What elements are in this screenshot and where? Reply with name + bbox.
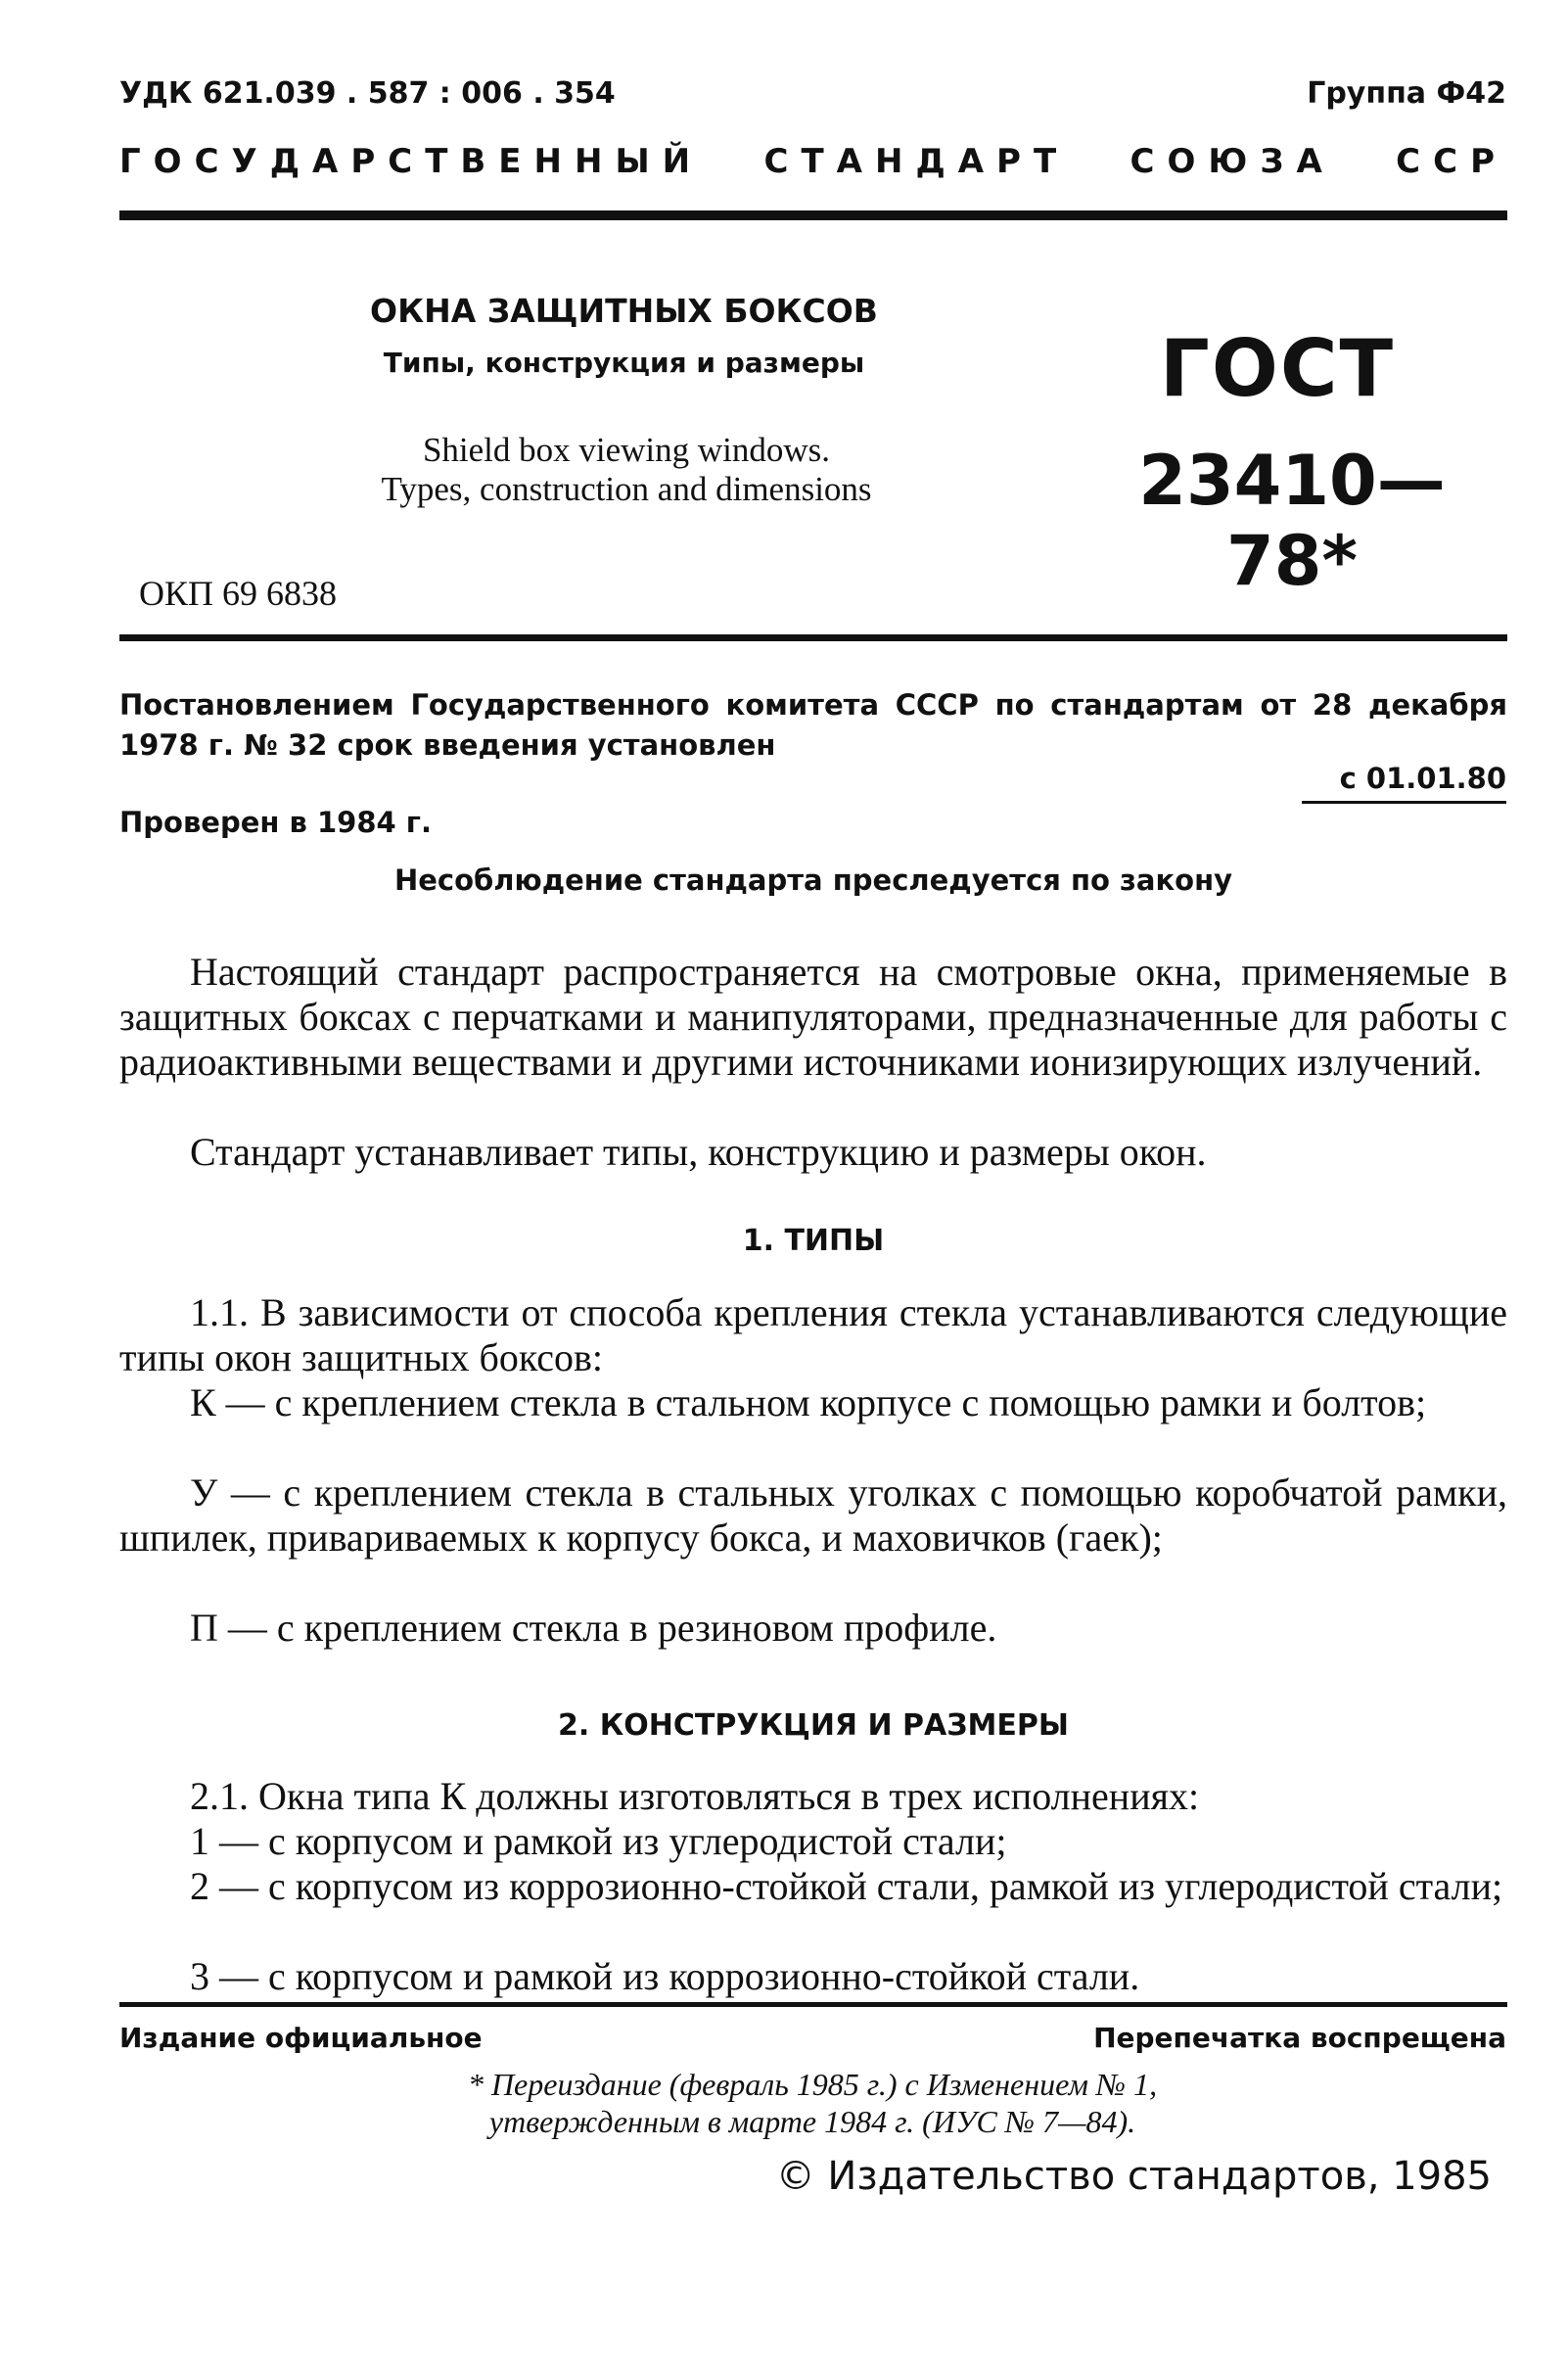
state-standard-header <box>119 142 1507 181</box>
header-word: ССР <box>1396 142 1507 181</box>
section-heading: 2. КОНСТРУКЦИЯ И РАЗМЕРЫ <box>558 1708 1069 1743</box>
header-divider <box>119 210 1507 220</box>
intro-paragraph: Настоящий стандарт распространяется на смотровые окна, применяемые в защитных боксах с перчатками и манипуляторами, предназначенные для работы с радиоактивными веществами и другими источниками ионизирующих излучений. <box>119 950 1507 1084</box>
type-u-item: У — с креплением стекла в стальных уголках с помощью коробчатой рамки, шпилек, привариваемых к корпусу бокса, и маховичков (гаек); <box>119 1470 1507 1560</box>
header-word: СОЮЗА <box>1130 142 1335 181</box>
variant-item: 1 — с корпусом и рамкой из углеродистой стали; <box>190 1819 1007 1863</box>
variant-item: 2 — с корпусом из коррозионно-стойкой стали, рамкой из углеродистой стали; <box>190 1864 1503 1908</box>
effective-date: с 01.01.80 <box>1339 762 1506 795</box>
title-en <box>294 431 959 509</box>
section-heading: 1. ТИПЫ <box>742 1224 885 1258</box>
group-code: Группа Ф42 <box>1307 76 1506 111</box>
checked-note: Проверен в 1984 г. <box>119 806 432 839</box>
footer-divider <box>119 2002 1507 2007</box>
reprint-notice: Перепечатка воспрещена <box>1093 2022 1506 2054</box>
resolution-text: Постановлением Государственного комитета СССР по стандартам от 28 декабря 1978 г. № 32 срок введения установлен <box>119 688 1507 762</box>
header-word: СТАНДАРТ <box>763 142 1070 181</box>
title-en-line: Shield box viewing windows. <box>422 431 831 469</box>
gost-number: 23410—78* <box>1138 441 1446 601</box>
edition-label: Издание официальное <box>119 2022 483 2054</box>
type-p-item: П — с креплением стекла в резиновом профиле. <box>190 1606 997 1650</box>
title-divider <box>119 634 1507 641</box>
okp-code: ОКП 69 6838 <box>139 574 338 613</box>
subtitle-ru: Типы, конструкция и размеры <box>383 347 865 379</box>
legal-warning: Несоблюдение стандарта преследуется по закону <box>393 863 1233 897</box>
clause-paragraph: 1.1. В зависимости от способа крепления стекла устанавливаются следующие типы окон защитных боксов: <box>119 1290 1507 1379</box>
intro-paragraph: Стандарт устанавливает типы, конструкцию и размеры окон. <box>190 1130 1207 1174</box>
udk-code: УДК 621.039 . 587 : 006 . 354 <box>119 76 616 111</box>
title-en-line: Types, construction and dimensions <box>381 470 872 508</box>
footnote-line: * Переиздание (февраль 1985 г.) с Изменением № 1, <box>467 2067 1158 2102</box>
title-ru: ОКНА ЗАЩИТНЫХ БОКСОВ <box>370 292 878 330</box>
copyright-notice: © Издательство стандартов, 1985 <box>775 2154 1492 2199</box>
gost-label: ГОСТ <box>1159 323 1396 414</box>
clause-paragraph: 2.1. Окна типа К должны изготовляться в трех исполнениях: <box>190 1774 1200 1818</box>
variant-item: 3 — с корпусом и рамкой из коррозионно-стойкой стали. <box>190 1954 1140 1998</box>
footnote <box>323 2066 1302 2140</box>
date-underline <box>1302 801 1506 804</box>
footnote-line: утвержденным в марте 1984 г. (ИУС № 7—84). <box>488 2104 1136 2139</box>
type-k-item: К — с креплением стекла в стальном корпусе с помощью рамки и болтов; <box>190 1380 1427 1424</box>
header-word: ГОСУДАРСТВЕННЫЙ <box>119 142 704 181</box>
